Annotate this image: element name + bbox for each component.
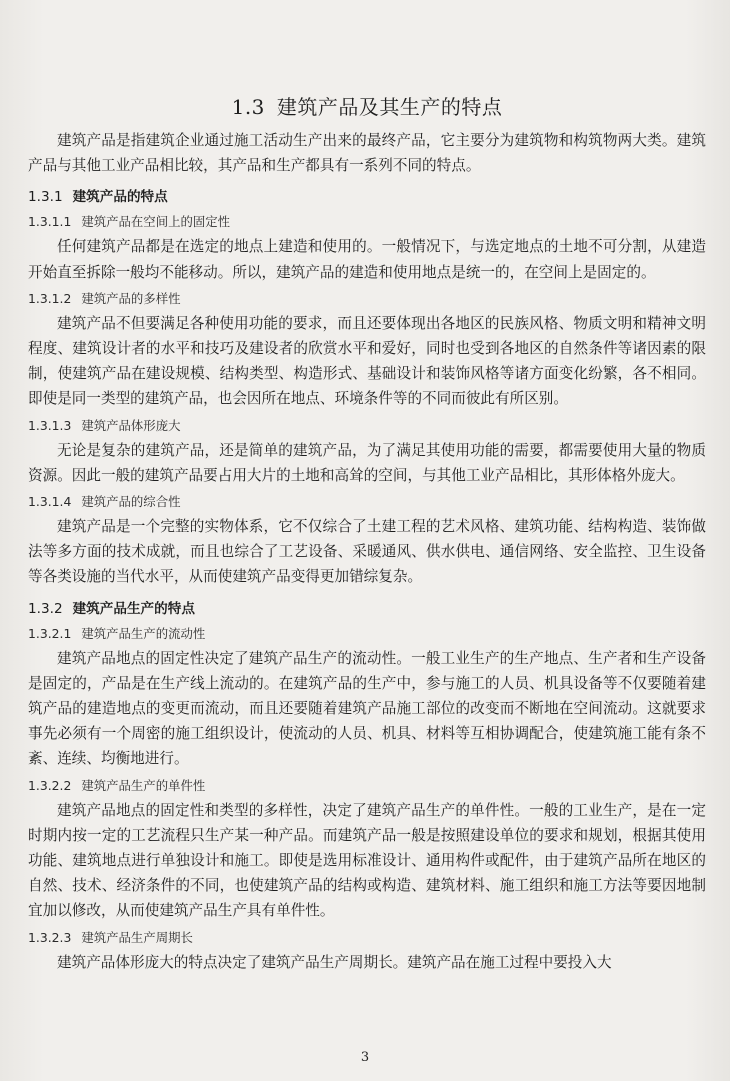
item-heading-1-3-2-3 <box>28 927 706 948</box>
item-title: 建筑产品在空间上的固定性 <box>81 214 231 230</box>
item-paragraph-1-3-2-3: 建筑产品体形庞大的特点决定了建筑产品生产周期长。建筑产品在施工过程中要投入大 <box>57 953 612 971</box>
item-paragraph-1-3-2-2: 建筑产品地点的固定性和类型的多样性，决定了建筑产品生产的单件性。一般的工业生产，是在一定时期内按一定的工艺流程只生产某一种产品。而建筑产品一般是按照建设单位的要求和规划，根据其使用功能、建筑地点进行单独设计和施工。即使是选用标准设计、通用构件或配件，由于建筑产品所在地区的自然、技术、经济条件的不同，也使建筑产品的结构或构造、建筑材料、施工组织和施工方法等要因地制宜加以修改，从而使建筑产品生产具有单件性。 <box>28 801 706 920</box>
item-number: 1.3.2.1 <box>28 625 72 641</box>
item-title: 建筑产品体形庞大 <box>81 417 181 433</box>
item-number: 1.3.2.2 <box>28 777 72 793</box>
item-heading-1-3-2-2 <box>28 775 706 796</box>
subsection-heading-1-3-1 <box>28 186 706 208</box>
section-title <box>28 92 706 122</box>
section-number: 1.3 <box>231 95 265 119</box>
page-content <box>28 92 706 975</box>
subsection-title: 建筑产品的特点 <box>72 189 168 206</box>
item-paragraph-1-3-1-4: 建筑产品是一个完整的实物体系，它不仅综合了土建工程的艺术风格、建筑功能、结构构造、装饰做法等多方面的技术成就，而且也综合了工艺设备、采暖通风、供水供电、通信网络、安全监控、卫生设备等各类设施的当代水平，从而使建筑产品变得更加错综复杂。 <box>28 518 706 586</box>
item-heading-1-3-1-1 <box>28 211 706 232</box>
subsection-title: 建筑产品生产的特点 <box>72 600 195 617</box>
item-title: 建筑产品生产的单件性 <box>81 777 206 793</box>
item-number: 1.3.1.1 <box>28 214 72 230</box>
subsection-number: 1.3.2 <box>28 600 63 617</box>
item-title: 建筑产品生产周期长 <box>81 929 193 945</box>
item-paragraph-1-3-1-2: 建筑产品不但要满足各种使用功能的要求，而且还要体现出各地区的民族风格、物质文明和精神文明程度、建筑设计者的水平和技巧及建设者的欣赏水平和爱好，同时也受到各地区的自然条件等诸因素的限制，使建筑产品在建设规模、结构类型、构造形式、基础设计和装饰风格等诸方面变化纷繁，各不相同。即使是同一类型的建筑产品，也会因所在地点、环境条件等的不同而彼此有所区别。 <box>28 314 706 408</box>
item-heading-1-3-1-4 <box>28 491 706 512</box>
item-title: 建筑产品的多样性 <box>81 290 181 306</box>
item-title: 建筑产品生产的流动性 <box>81 625 206 641</box>
section-title-text: 建筑产品及其生产的特点 <box>276 95 503 119</box>
item-number: 1.3.1.3 <box>28 417 72 433</box>
page-number: 3 <box>360 1050 370 1065</box>
item-number: 1.3.1.2 <box>28 290 72 306</box>
item-paragraph-1-3-1-1: 任何建筑产品都是在选定的地点上建造和使用的。一般情况下，与选定地点的土地不可分割，从建造开始直至拆除一般均不能移动。所以，建筑产品的建造和使用地点是统一的，在空间上是固定的。 <box>28 238 706 281</box>
item-number: 1.3.2.3 <box>28 929 72 945</box>
item-number: 1.3.1.4 <box>28 494 72 510</box>
intro-paragraph: 建筑产品是指建筑企业通过施工活动生产出来的最终产品，它主要分为建筑物和构筑物两大类。建筑产品与其他工业产品相比较，其产品和生产都具有一系列不同的特点。 <box>28 132 706 175</box>
item-paragraph-1-3-1-3: 无论是复杂的建筑产品，还是简单的建筑产品，为了满足其使用功能的需要，都需要使用大量的物质资源。因此一般的建筑产品要占用大片的土地和高耸的空间，与其他工业产品相比，其形体格外庞大。 <box>28 441 706 484</box>
subsection-number: 1.3.1 <box>28 189 63 206</box>
item-heading-1-3-1-3 <box>28 415 706 436</box>
item-paragraph-1-3-2-1: 建筑产品地点的固定性决定了建筑产品生产的流动性。一般工业生产的生产地点、生产者和生产设备是固定的，产品是在生产线上流动的。在建筑产品的生产中，参与施工的人员、机具设备等不仅要随着建筑产品的建造地点的变更而流动，而且还要随着建筑产品施工部位的改变而不断地在空间流动。这就要求事先必须有一个周密的施工组织设计，使流动的人员、机具、材料等互相协调配合，使建筑施工能有条不紊、连续、均衡地进行。 <box>28 649 706 768</box>
item-heading-1-3-2-1 <box>28 623 706 644</box>
item-heading-1-3-1-2 <box>28 288 706 309</box>
subsection-heading-1-3-2 <box>28 598 706 620</box>
item-title: 建筑产品的综合性 <box>81 494 181 510</box>
